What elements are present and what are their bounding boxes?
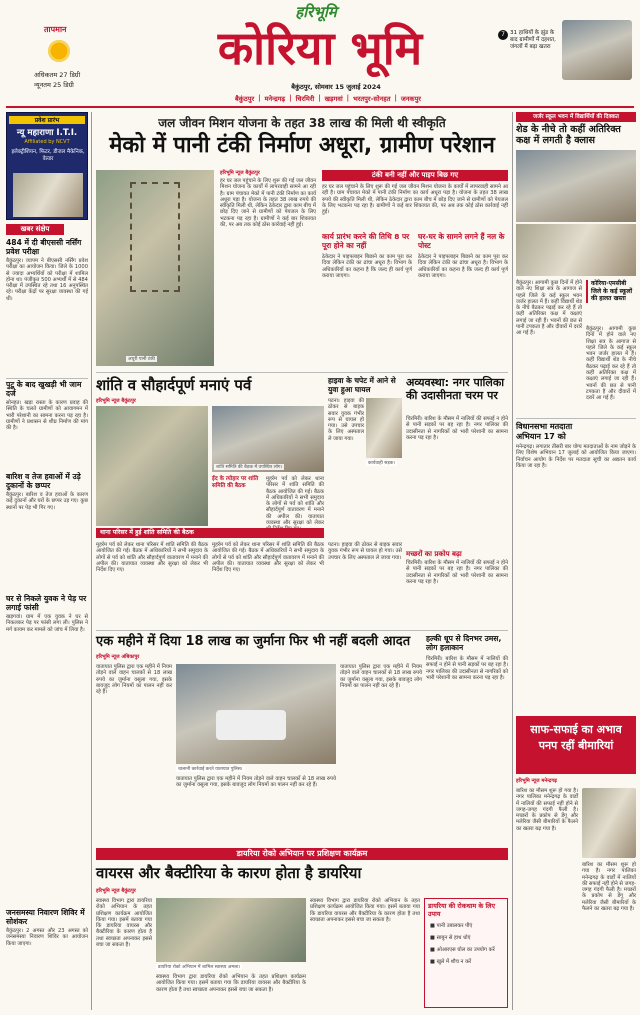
- school-photo-2: [516, 224, 636, 276]
- lead-byline: हरिभूमि न्यूज बैकुंठपुर: [220, 170, 260, 176]
- ad-sub: Affiliated by NCVT: [24, 139, 70, 145]
- virus-photo: [156, 898, 306, 962]
- lead-sub1: कार्य प्रारंभ करने की तिथि 8 पर पूरा होने का नहीं: [322, 232, 410, 250]
- nagar-headline: अव्यवस्था: नगर पालिका की उदासीनता चरम पर: [406, 376, 505, 402]
- lead-kicker: जल जीवन मिशन योजना के तहत 38 लाख की मिली थी स्वीकृति: [158, 116, 446, 130]
- traffic-police-photo: [176, 664, 336, 764]
- virus-body-2: स्वास्थ्य विभाग द्वारा डायरिया रोको अभियान के तहत प्रशिक्षण कार्यक्रम आयोजित किया गया। इसमें बताया गया कि डायरिया वायरस और बैक्टीरिया के कारण होता है तथा स्वच्छता अपनाकर इससे बचा जा सकता है।: [156, 974, 306, 993]
- brief-3-title: बारिश व तेज हवाओं में उड़े दुकानों के छप्पर: [6, 472, 81, 490]
- city-1: बैकुंठपुर: [235, 95, 255, 103]
- sun-icon: [46, 38, 72, 64]
- haiwa-story: [328, 376, 402, 626]
- nagar-subhead: मच्छरों का प्रकोप बढ़ा: [406, 550, 462, 558]
- tips-box: [424, 898, 508, 1008]
- city-6: जनकपुर: [400, 95, 421, 103]
- peace-callout: ईद के त्योहार पर शांति समिति की बैठक: [212, 476, 259, 489]
- news-brief-header: खबर संक्षेप: [6, 224, 64, 235]
- peace-body-2: मुहर्रम पर्व को लेकर थाना परिसर में शांति समिति की बैठक आयोजित की गई। बैठक में अधिकारियों ने सभी समुदाय के लोगों से पर्व को शांति और सौहार्दपूर्ण वातावरण में मनाने की अपील की। यातायात व्यवस्था और सुरक्षा को लेकर भी निर्देश दिए गए।: [212, 542, 324, 574]
- cleanliness-body-2: बारिश का मौसम शुरू हो गया है। नगर पालिका मनेन्द्रगढ़ के वार्डों में नालियों की सफाई नहीं होने से जगह-जगह गंदगी फैली है। मच्छरों के प्रकोप से डेंगू और मलेरिया जैसी बीमारियों के फैलने का खतरा बढ़ गया है।: [582, 862, 636, 913]
- cleanliness-byline: हरिभूमि न्यूज मनेन्द्रगढ़: [516, 778, 557, 784]
- fine-body-1: यातायात पुलिस द्वारा एक महीने में नियम तोड़ने वाले वाहन चालकों से 18 लाख रुपये का जुर्माना वसूला गया, इसके बावजूद लोग नियमों का पालन नहीं कर रहे हैं।: [96, 664, 172, 696]
- fine-byline: हरिभूमि न्यूज अंबिकापुर: [96, 654, 140, 660]
- nagar-body: चिरमिरी। बारिश के मौसम में नालियों की सफाई न होने से पानी सड़कों पर बह रहा है। नगर पालिका की उदासीनता से नागरिकों को भारी परेशानी का सामना करना पड़ रहा है।: [406, 416, 508, 441]
- haiwa-body-2: पटना। हाइवा की ठोकर से बाइक सवार युवक गंभीर रूप से घायल हो गया। उसे उपचार के लिए अस्पताल ले जाया गया।: [328, 542, 402, 561]
- virus-body-1: स्वास्थ्य विभाग द्वारा डायरिया रोको अभियान के तहत प्रशिक्षण कार्यक्रम आयोजित किया गया। इसमें बताया गया कि डायरिया वायरस और बैक्टीरिया के कारण होता है तथा स्वच्छता अपनाकर इससे बचा जा सकता है।: [96, 898, 152, 949]
- city-strip: बैकुंठपुर | मनेन्द्रगढ़ | चिरमिरी | खड़गवां | भरतपुर-सोनहत | जनकपुर: [235, 94, 421, 103]
- lead-photo-caption: अधूरी पानी टंकी: [128, 357, 155, 362]
- masthead: [0, 0, 640, 110]
- haiwa-headline: हाइवा के चपेट में आने से युवा हुआ घायल: [328, 376, 396, 394]
- city-4: खड़गवां: [324, 95, 343, 103]
- page-title: कोरिया भूमि: [217, 21, 423, 75]
- max-temp: अधिकतम 27 डिग्री: [34, 71, 81, 79]
- fine-headline: एक महीने में दिया 18 लाख का जुर्माना फिर भी नहीं बदली आदत: [96, 634, 411, 649]
- iti-advertisement: [6, 112, 88, 220]
- voter-title: अभियान 17 को: [516, 432, 566, 441]
- peace-byline: हरिभूमि न्यूज बैकुंठपुर: [96, 398, 136, 404]
- diarrhoea-bar: डायरिया रोको अभियान पर प्रशिक्षण कार्यक्रम: [96, 848, 508, 860]
- school-tag: जर्जर स्कूल भवन में विद्यार्थियों की दिक्कत: [516, 112, 636, 122]
- ad-title: न्यू महाराणा I.T.I.: [16, 128, 78, 138]
- brief-4-title: घर से निकले युवक ने पेड़ पर लगाई फांसी: [6, 594, 87, 612]
- peace-body-side: मुहर्रम पर्व को लेकर थाना परिसर में शांति समिति की बैठक आयोजित की गई। बैठक में अधिकारियों ने सभी समुदाय के लोगों से पर्व को शांति और सौहार्दपूर्ण वातावरण में मनाने की अपील की। यातायात व्यवस्था और सुरक्षा को लेकर: [266, 476, 324, 527]
- tank-scaffold: [130, 182, 180, 292]
- city-3: चिरमिरी: [295, 95, 315, 103]
- cleanliness-photo: [582, 788, 636, 858]
- haiwa-body: पटना। हाइवा की ठोकर से बाइक सवार युवक गंभीर रूप से घायल हो गया। उसे उपचार के लिए अस्पताल ले जाया गया।: [328, 398, 364, 442]
- vehicle-shape: [216, 710, 286, 740]
- peace-photo-1: [96, 406, 208, 526]
- lead-sub2: घर-घर के सामने लगने हैं नल के पोस्ट: [418, 232, 505, 250]
- cleanliness-body: बारिश का मौसम शुरू हो गया है। नगर पालिका मनेन्द्रगढ़ के वार्डों में नालियों की सफाई नहीं होने से जगह-जगह गंदगी फैली है। मच्छरों के प्रकोप से डेंगू और मलेरिया जैसी बीमारियों के फैलने का खतरा बढ़ गया है।: [516, 788, 578, 832]
- brief-2-body: सोनहत। खड़ा रास्ता के कारण प्रवाह की स्थिति के चलते ग्रामीणों को आवागमन में भारी परेशानी का सामना करना पड़ रहा है। ग्रामीणों ने प्रशासन से शीघ्र निर्माण की मांग की है।: [6, 400, 88, 432]
- teaser-text: 31 हाथियों के झुंड के बाद ग्रामीणों में दहशत, जंगलों में बढ़ा खतरा: [510, 30, 556, 50]
- lead-headline: मेको में पानी टंकी निर्माण अधूरा, ग्रामीण परेशान: [109, 133, 495, 158]
- brief-5-body: बैकुंठपुर। 2 अगस्त और 23 अगस्त को जनसमस्या निवारण शिविर का आयोजन किया जाएगा।: [6, 928, 88, 947]
- left-column: [6, 112, 88, 1012]
- tip-item: ■ खुले में शौच न करें: [430, 959, 472, 965]
- brief-1-title: 484 में दी बीएससी नर्सिंग प्रवेश परीक्षा: [6, 238, 82, 256]
- heat-body: चिरमिरी। बारिश के मौसम में नालियों की सफाई न होने से पानी सड़कों पर बह रहा है। नगर पालिका की उदासीनता से नागरिकों को भारी परेशानी का सामना करना पड़ रहा है।: [426, 656, 508, 681]
- ad-trades: इलेक्ट्रीशियन, फिटर, डीजल मैकेनिक, वेल्डर: [11, 149, 85, 162]
- lead-story: [96, 112, 508, 372]
- tanker-bar: टंकी बनी नहीं और पाइप बिछ गए: [322, 170, 508, 181]
- haiwa-photo: [366, 398, 402, 458]
- column-divider-right: [512, 112, 513, 1010]
- virus-story: [96, 864, 508, 1012]
- voter-body: मनेन्द्रगढ़। लगातार तीसरी बार योग्य मतदाताओं के नाम जोड़ने के लिए विशेष अभियान 17 जुलाई को आयोजित किया जाएगा। निर्वाचन आयोग के निर्देश पर मतदाता सूची का अद्यतन कार्य किया जा रहा है।: [516, 444, 636, 469]
- city-5: भरतपुर-सोनहत: [353, 95, 391, 103]
- lead-sub1-body: ठेकेदार ने पाइपलाइन बिछाने का काम पूरा कर दिया लेकिन टंकी का ढांचा अधूरा है। विभाग के अधिकारियों का कहना है कि जल्द ही कार्य पूर्ण कराया जाएगा।: [322, 254, 412, 279]
- brief-3-body: बैकुंठपुर। बारिश व तेज हवाओं के कारण कई दुकानों और घरों के छप्पर उड़ गए। कुछ स्थानों पर पेड़ भी गिर गए।: [6, 492, 88, 511]
- lead-body-col2: हर घर जल पहुंचाने के लिए शुरू की गई जल जीवन मिशन योजना के कार्यों में लापरवाही सामने आ रही है। ग्राम पंचायत मेको में पानी टंकी निर्माण का कार्य अधूरा पड़ा है। योजना के तहत 38 लाख रुपये की स्वीकृति मिली थी, लेकिन ठेकेदार द्वारा काम बीच में छोड़ दिए जाने से ग्रामीणों को पेयजल के लिए भटकना पड़ रहा है। ग्रामीणों ने कई बार शिकायत की, पर अब तक कोई ठोस कार्रवाई नहीं हुई।: [322, 184, 508, 216]
- heat-headline: हल्की धूप से दिनभर उमस, लोग हलाकान: [426, 634, 502, 652]
- school-body: बैकुंठपुर। आगामी कुछ दिनों में होने वाले नए शिक्षा सत्र के आगाज से पहले जिले के कई स्कूल भवन जर्जर हालत में हैं। कहीं विद्यार्थी शेड के नीचे बैठकर पढ़ाई कर रहे हैं तो कहीं अतिरिक्त कक्ष में कक्षाएं लगाई जा रही हैं। भवनों की छत से पानी टपकता है और दीवारों में दरारें आ गई हैं।: [516, 280, 582, 337]
- brief-1-body: बैकुंठपुर। व्यापम ने बीएससी नर्सिंग प्रवेश परीक्षा का आयोजन किया। जिले के 1000 से ज्यादा अभ्यर्थियों को परीक्षा में शामिल होना था। पंजीकृत 500 अभ्यर्थी में से 484 परीक्षा में उपस्थित रहे तथा 16 अनुपस्थित रहे। परीक्षा केंद्रों पर सुरक्षा व्यवस्था की गई थी।: [6, 258, 88, 302]
- peace-headline: शांति व सौहार्दपूर्ण मनाएं पर्व: [96, 376, 252, 394]
- haiwa-caption: कार्यवाही सड़क।: [368, 461, 396, 466]
- water-tank-photo: [96, 170, 214, 366]
- brief-2-title: पुटू के बाद खुखड़ी भी जाम दर्ज: [6, 380, 82, 398]
- fine-story: [96, 634, 422, 844]
- peace-photo-2: [212, 406, 324, 472]
- school-headline: शेड के नीचे तो कहीं अतिरिक्त कक्ष में लगती है क्लास: [516, 124, 621, 146]
- peace-caption: शांति समिति की बैठक में उपस्थित लोग।: [216, 465, 283, 470]
- brief-5-title: जनसमस्या निवारण शिविर में सोशंकर: [6, 908, 85, 926]
- tip-2: साबुन से हाथ धोएं: [436, 935, 471, 941]
- tip-4: खुले में शौच न करें: [436, 959, 472, 965]
- min-temp: न्यूनतम 25 डिग्री: [34, 81, 74, 89]
- peace-story: [96, 376, 324, 626]
- fine-caption: चालानी कार्रवाई करते यातायात पुलिस।: [178, 767, 243, 772]
- right-divider-1: [516, 418, 636, 419]
- virus-caption: डायरिया रोको अभियान में शामिल स्वास्थ्य अमला।: [158, 965, 241, 970]
- elephant-photo: [562, 20, 632, 80]
- middle-divider-2: [96, 630, 508, 631]
- voter-tag: विधानसभा मतदाता: [516, 422, 573, 431]
- school-subhead: कोरिया-एमसीबी जिले के कई स्कूलों की हालत खस्ता: [586, 280, 636, 303]
- fine-body-3: यातायात पुलिस द्वारा एक महीने में नियम तोड़ने वाले वाहन चालकों से 18 लाख रुपये का जुर्माना वसूला गया, इसके बावजूद लोग नियमों का पालन नहीं कर रहे हैं।: [340, 664, 422, 689]
- fine-body-2: यातायात पुलिस द्वारा एक महीने में नियम तोड़ने वाले वाहन चालकों से 18 लाख रुपये का जुर्माना वसूला गया, इसके बावजूद लोग नियमों का पालन नहीं कर रहे हैं।: [176, 776, 336, 789]
- school-photo: [516, 150, 636, 222]
- brief-divider: [6, 378, 88, 379]
- tip-1: पानी उबालकर पीएं: [436, 923, 473, 929]
- virus-headline: वायरस और बैक्टीरिया के कारण होता है डायरिया: [96, 864, 362, 882]
- school-body-2: बैकुंठपुर। आगामी कुछ दिनों में होने वाले नए शिक्षा सत्र के आगाज से पहले जिले के कई स्कूल भवन जर्जर हालत में हैं। कहीं विद्यार्थी शेड के नीचे बैठकर पढ़ाई कर रहे हैं तो कहीं अतिरिक्त कक्ष में कक्षाएं लगाई जा रही हैं। भवनों की छत से पानी टपकता है और दीवारों में दरारें आ गई हैं।: [586, 326, 636, 402]
- virus-byline: हरिभूमि न्यूज बैकुंठपुर: [96, 888, 136, 894]
- peace-body-1: मुहर्रम पर्व को लेकर थाना परिसर में शांति समिति की बैठक आयोजित की गई। बैठक में अधिकारियों ने सभी समुदाय के लोगों से पर्व को शांति और सौहार्दपूर्ण वातावरण में मनाने की अपील की। यातायात व्यवस्था और सुरक्षा को लेकर भी निर्देश दिए गए।: [96, 542, 208, 574]
- tip-item: ■ पानी उबालकर पीएं: [430, 923, 473, 929]
- tip-3: ओआरएस घोल का उपयोग करें: [436, 947, 495, 953]
- cleanliness-headline: साफ-सफाई का अभाव पनप रहीं बीमारियां: [530, 723, 622, 752]
- dateline: बैकुंठपुर, सोमवार 15 जुलाई 2024: [291, 83, 381, 91]
- brief-4-body: खड़गवां। ग्राम में एक युवक ने घर से निकलकर पेड़ पर फांसी लगा ली। पुलिस ने मर्ग कायम कर मामले को जांच में लिया है।: [6, 614, 88, 633]
- teaser-page-badge: 7: [498, 30, 508, 40]
- peace-subbar: थाना परिसर में हुई शांति समिति की बैठक: [96, 528, 324, 538]
- nagar-body-2: चिरमिरी। बारिश के मौसम में नालियों की सफाई न होने से पानी सड़कों पर बह रहा है। नगर पालिका की उदासीनता से नागरिकों को भारी परेशानी का सामना करना पड़ रहा है।: [406, 560, 508, 585]
- tips-title: डायरिया की रोकथाम के लिए उपाय: [428, 902, 496, 918]
- right-column: [516, 112, 636, 1012]
- tip-item: ■ ओआरएस घोल का उपयोग करें: [430, 947, 495, 953]
- tip-item: ■ साबुन से हाथ धोएं: [430, 935, 471, 941]
- lead-sub2-body: ठेकेदार ने पाइपलाइन बिछाने का काम पूरा कर दिया लेकिन टंकी का ढांचा अधूरा है। विभाग के अधिकारियों का कहना है कि जल्द ही कार्य पूर्ण कराया जाएगा।: [418, 254, 508, 279]
- nagar-story: [406, 376, 508, 626]
- column-divider-left: [91, 112, 92, 1010]
- masthead-rule: [6, 106, 634, 108]
- ad-tag: प्रवेश प्रारंभ: [9, 116, 85, 124]
- middle-divider-1: [96, 372, 508, 373]
- weather-label: तापमान: [44, 25, 67, 34]
- city-2: मनेन्द्रगढ़: [264, 95, 286, 103]
- virus-body-3: स्वास्थ्य विभाग द्वारा डायरिया रोको अभियान के तहत प्रशिक्षण कार्यक्रम आयोजित किया गया। इसमें बताया गया कि डायरिया वायरस और बैक्टीरिया के कारण होता है तथा स्वच्छता अपनाकर इससे बचा जा सकता है।: [310, 898, 420, 923]
- lead-body-col1: हर घर जल पहुंचाने के लिए शुरू की गई जल जीवन मिशन योजना के कार्यों में लापरवाही सामने आ रही है। ग्राम पंचायत मेको में पानी टंकी निर्माण का कार्य अधूरा पड़ा है। योजना के तहत 38 लाख रुपये की स्वीकृति मिली थी, लेकिन ठेकेदार द्वारा काम बीच में छोड़ दिए जाने से ग्रामीणों को पेयजल के लिए भटकना पड़ रहा है। ग्रामीणों ने कई बार शिकायत की, पर अब तक कोई ठोस कार्रवाई नहीं हुई।: [220, 178, 316, 229]
- brand-name: हरिभूमि: [295, 3, 337, 21]
- ad-photo: [13, 173, 83, 217]
- heat-story: [426, 634, 508, 844]
- cleanliness-headline-box: [516, 716, 636, 774]
